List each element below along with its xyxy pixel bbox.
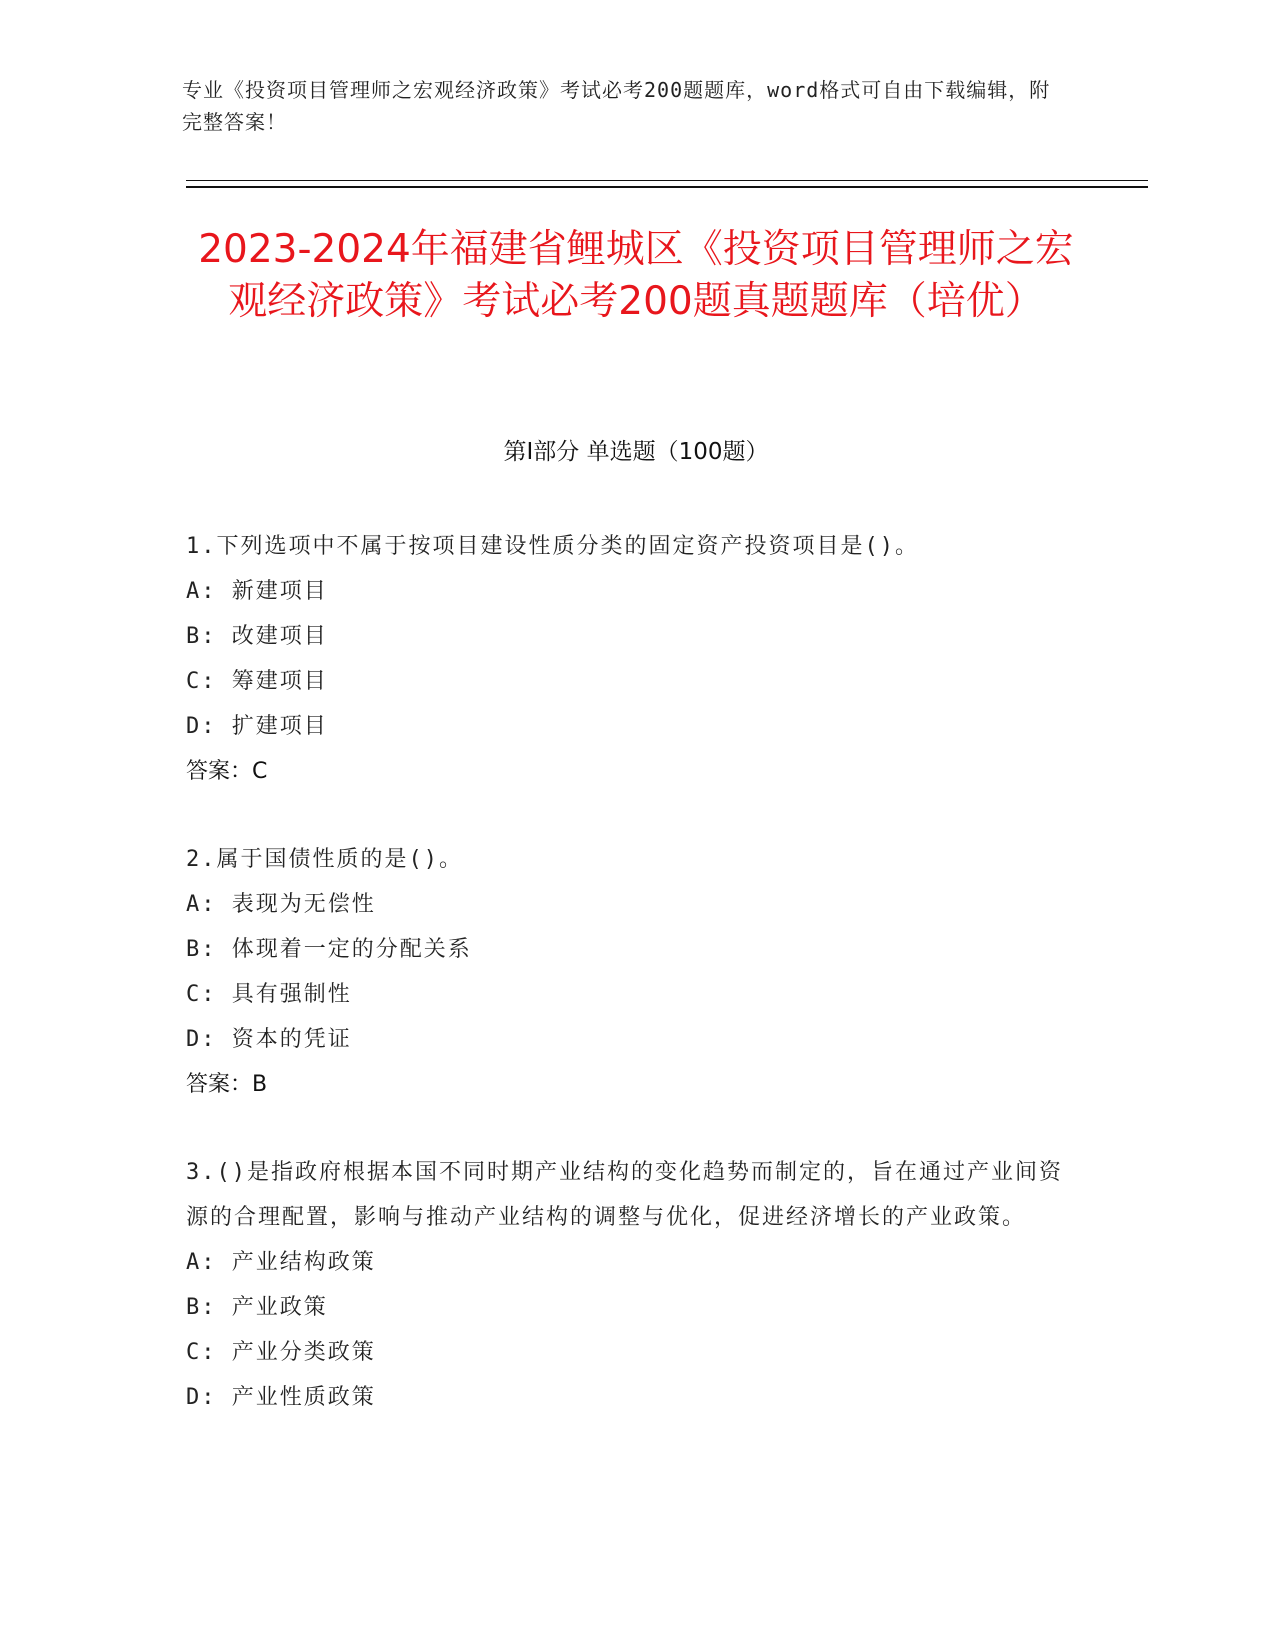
question-3 xyxy=(186,1150,1066,1420)
question-stem: 2.属于国债性质的是()。 xyxy=(186,847,463,872)
option-b: B: 产业政策 xyxy=(186,1295,328,1320)
section-heading: 第I部分 单选题（100题） xyxy=(503,439,769,465)
question-stem: 3.()是指政府根据本国不同时期产业结构的变化趋势而制定的，旨在通过产业间资源的合理配置，影响与推动产业结构的调整与优化，促进经济增长的产业政策。 xyxy=(186,1160,1063,1230)
document-title: 2023-2024年福建省鲤城区《投资项目管理师之宏观经济政策》考试必考200题真题题库（培优） xyxy=(198,227,1074,324)
header-divider-thin xyxy=(186,180,1148,181)
option-a: A: 新建项目 xyxy=(186,579,328,604)
option-b: B: 体现着一定的分配关系 xyxy=(186,937,472,962)
option-b: B: 改建项目 xyxy=(186,624,328,649)
question-stem: 1.下列选项中不属于按项目建设性质分类的固定资产投资项目是()。 xyxy=(186,534,919,559)
header-note: 专业《投资项目管理师之宏观经济政策》考试必考200题题库，word格式可自由下载编辑，附完整答案！ xyxy=(182,78,1051,134)
question-list xyxy=(186,524,1066,1463)
header-divider-thick xyxy=(186,186,1148,188)
answer-line: 答案：C xyxy=(186,759,268,784)
option-d: D: 扩建项目 xyxy=(186,714,328,739)
option-d: D: 资本的凭证 xyxy=(186,1027,352,1052)
question-2 xyxy=(186,837,1066,1107)
option-c: C: 筹建项目 xyxy=(186,669,328,694)
option-d: D: 产业性质政策 xyxy=(186,1385,376,1410)
option-c: C: 具有强制性 xyxy=(186,982,352,1007)
option-a: A: 产业结构政策 xyxy=(186,1250,376,1275)
question-1 xyxy=(186,524,1066,794)
option-a: A: 表现为无偿性 xyxy=(186,892,376,917)
answer-line: 答案：B xyxy=(186,1072,268,1097)
option-c: C: 产业分类政策 xyxy=(186,1340,376,1365)
